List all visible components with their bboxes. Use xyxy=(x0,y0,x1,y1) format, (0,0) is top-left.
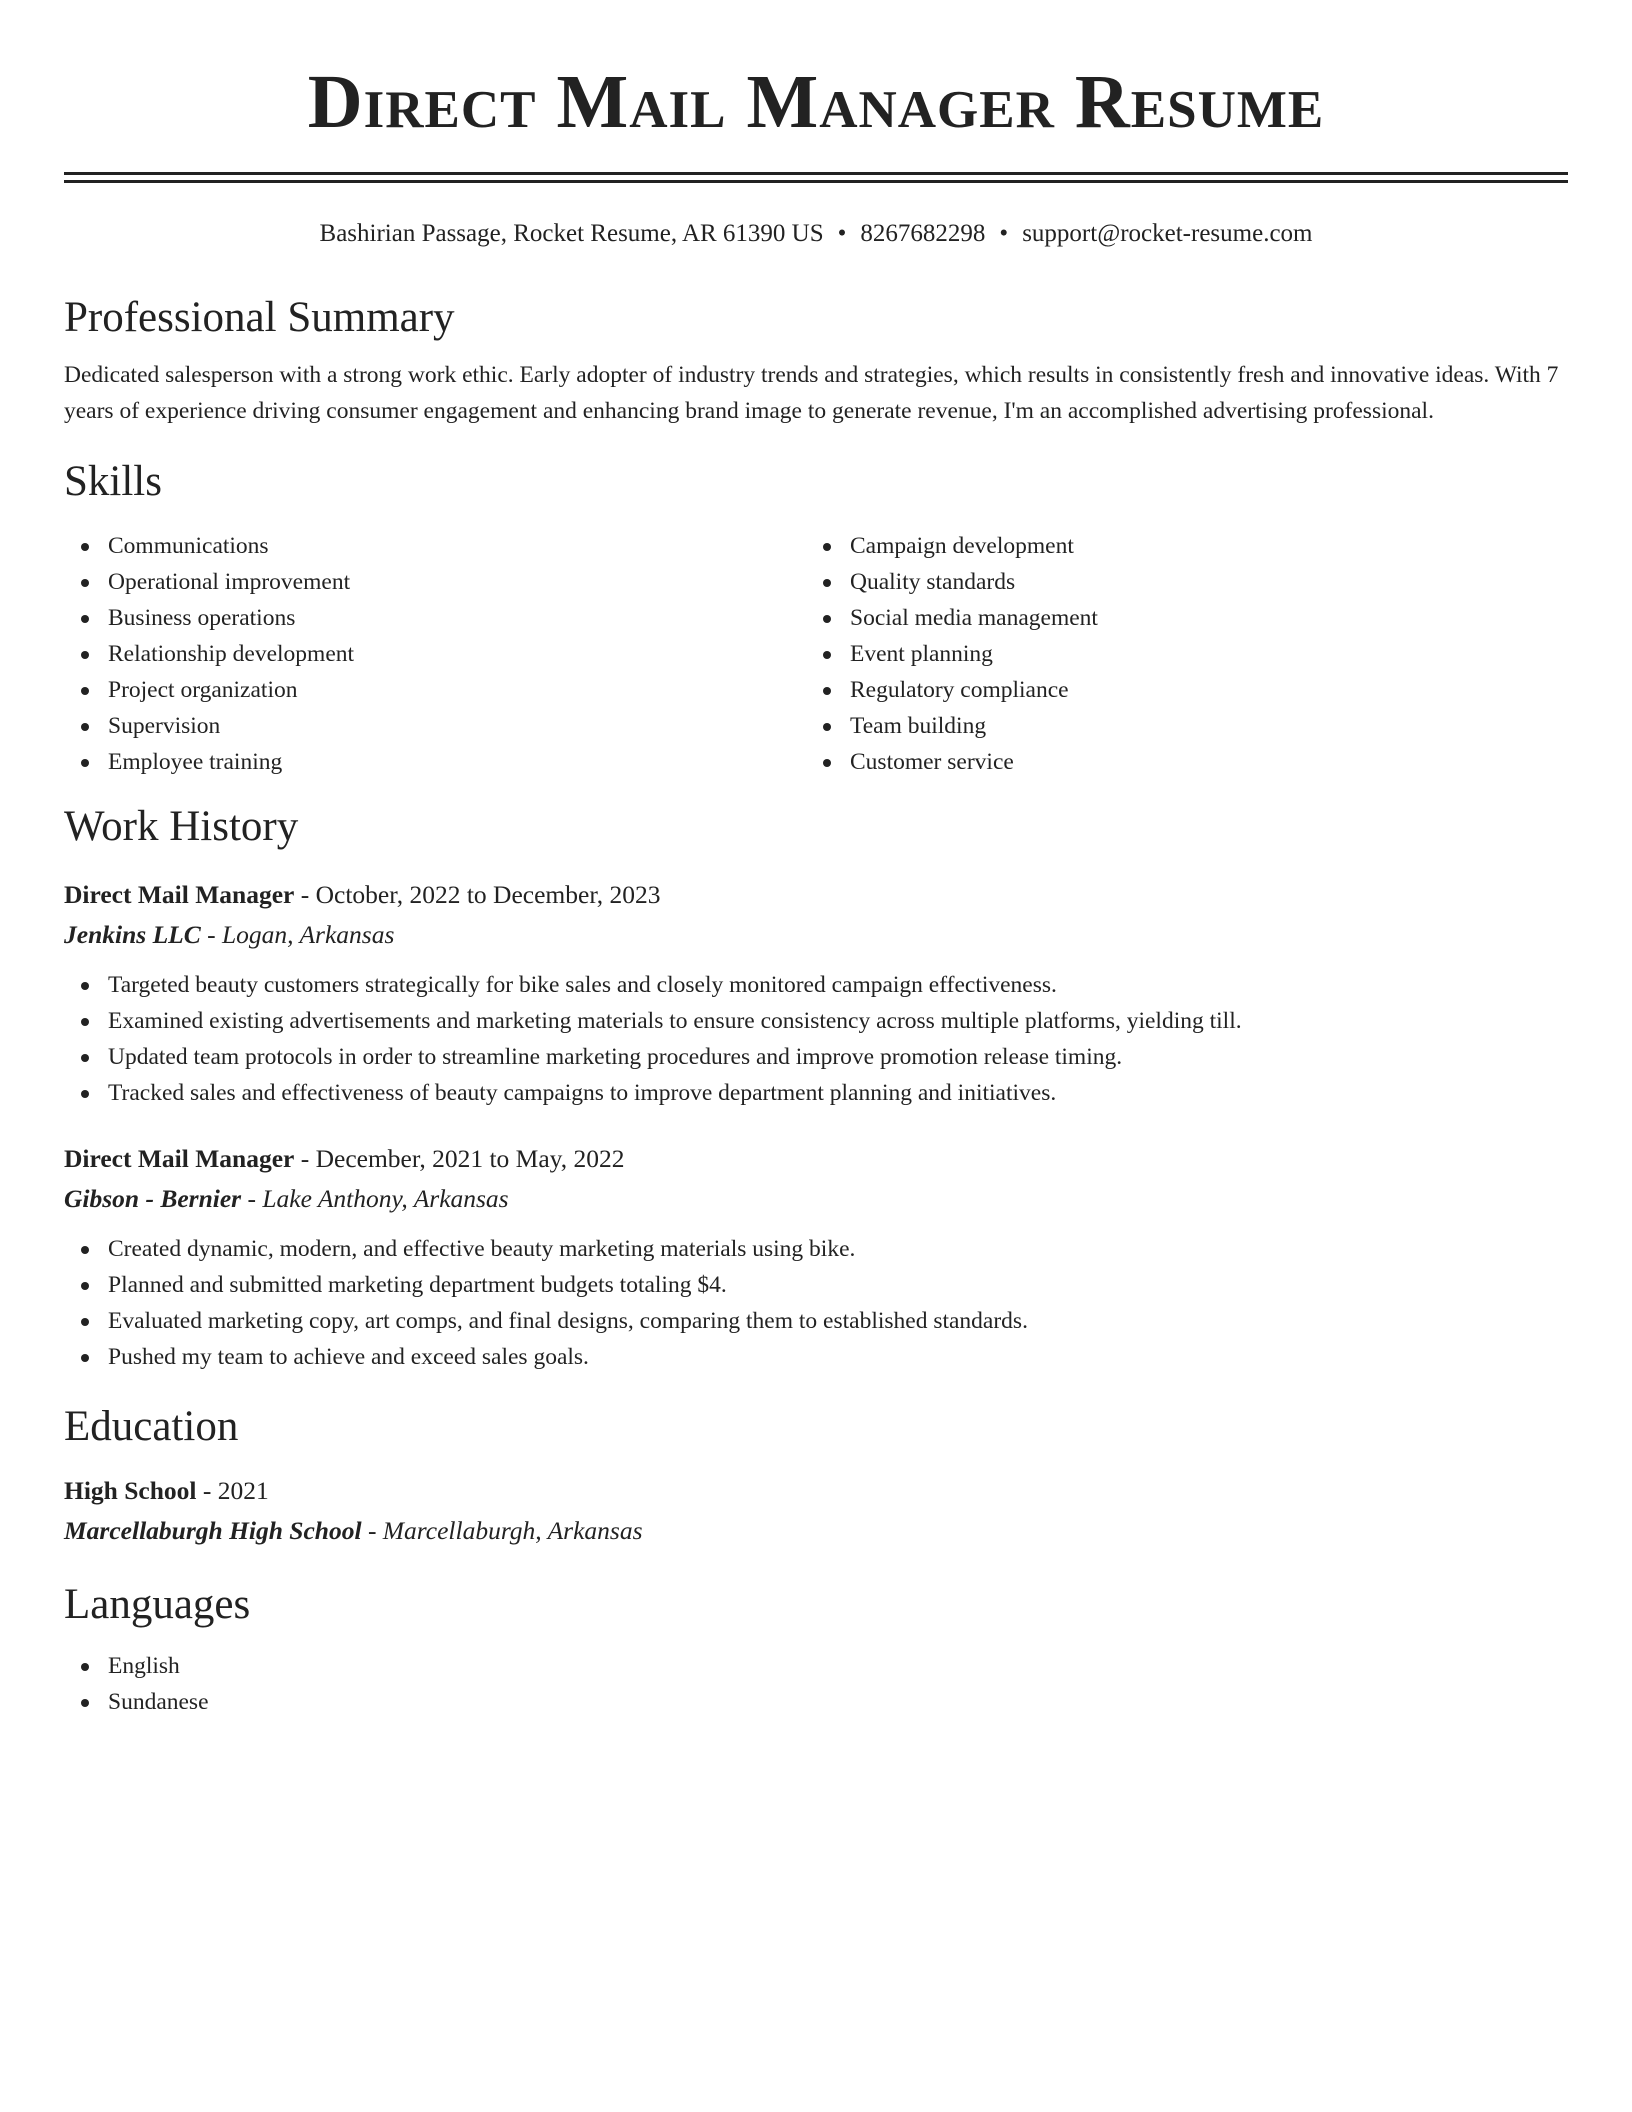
job-header xyxy=(64,875,1568,915)
job-duty-item: Examined existing advertisements and marketing materials to ensure consistency across multiple platforms, yielding till. xyxy=(64,1003,1568,1039)
contact-phone: 8267682298 xyxy=(860,220,986,247)
job-dates: - December, 2021 to May, 2022 xyxy=(294,1144,625,1173)
skill-item: Project organization xyxy=(64,672,806,708)
job-duty-item: Evaluated marketing copy, art comps, and final designs, comparing them to established standards. xyxy=(64,1303,1568,1339)
skill-item: Social media management xyxy=(806,600,1548,636)
education-degree: High School xyxy=(64,1476,197,1505)
education-entry xyxy=(64,1471,1568,1551)
skills-list-left xyxy=(64,528,806,780)
language-item: English xyxy=(64,1648,1568,1684)
job-dates: - October, 2022 to December, 2023 xyxy=(294,880,661,909)
job-duty-item: Planned and submitted marketing department budgets totaling $4. xyxy=(64,1267,1568,1303)
skill-item: Event planning xyxy=(806,636,1548,672)
job-duty-item: Updated team protocols in order to streamline marketing procedures and improve promotion release timing. xyxy=(64,1039,1568,1075)
job-location: - Logan, Arkansas xyxy=(200,920,395,949)
job-title: Direct Mail Manager xyxy=(64,1144,295,1173)
job-duties xyxy=(64,1231,1568,1375)
education-school: Marcellaburgh High School xyxy=(64,1516,362,1545)
skill-item: Quality standards xyxy=(806,564,1548,600)
job-title: Direct Mail Manager xyxy=(64,880,295,909)
skill-item: Communications xyxy=(64,528,806,564)
job-duty-item: Targeted beauty customers strategically for bike sales and closely monitored campaign effectiveness. xyxy=(64,967,1568,1003)
skill-item: Team building xyxy=(806,708,1548,744)
language-item: Sundanese xyxy=(64,1684,1568,1720)
skill-item: Customer service xyxy=(806,744,1548,780)
job-duties xyxy=(64,967,1568,1111)
contact-separator: • xyxy=(837,220,847,247)
skills-columns xyxy=(64,528,1568,780)
education-header xyxy=(64,1471,1568,1511)
skill-item: Regulatory compliance xyxy=(806,672,1548,708)
skills-heading: Skills xyxy=(64,458,162,505)
contact-line xyxy=(64,218,1568,250)
skill-item: Employee training xyxy=(64,744,806,780)
summary-text: Dedicated salesperson with a strong work ethic. Early adopter of industry trends and strategies, which results in consistently fresh and innovative ideas. With 7 years of experience driving consumer engagement and enhancing brand image to generate revenue, I'm an accomplished advertising professional. xyxy=(64,362,1559,424)
education-heading: Education xyxy=(64,1403,239,1450)
skill-item: Business operations xyxy=(64,600,806,636)
education-location: - Marcellaburgh, Arkansas xyxy=(361,1516,643,1545)
skill-item: Relationship development xyxy=(64,636,806,672)
job-location: - Lake Anthony, Arkansas xyxy=(241,1184,509,1213)
contact-address: Bashirian Passage, Rocket Resume, AR 61390 US xyxy=(319,220,824,247)
skill-item: Operational improvement xyxy=(64,564,806,600)
education-year: - 2021 xyxy=(196,1476,269,1505)
job-entry xyxy=(64,875,1568,1111)
job-company: Jenkins LLC xyxy=(64,920,201,949)
job-entry xyxy=(64,1139,1568,1375)
work-history-heading: Work History xyxy=(64,803,299,850)
education-institution xyxy=(64,1511,1568,1551)
summary-heading: Professional Summary xyxy=(64,294,455,341)
job-company: Gibson - Bernier xyxy=(64,1184,242,1213)
job-header xyxy=(64,1139,1568,1179)
job-employer xyxy=(64,915,1568,955)
job-employer xyxy=(64,1179,1568,1219)
title-double-rule xyxy=(64,172,1568,183)
skills-list-right xyxy=(806,528,1548,780)
skill-item: Campaign development xyxy=(806,528,1548,564)
languages-list xyxy=(64,1648,1568,1720)
resume-title: Direct Mail Manager Resume xyxy=(307,60,1325,144)
job-duty-item: Pushed my team to achieve and exceed sales goals. xyxy=(64,1339,1568,1375)
contact-separator: • xyxy=(999,220,1009,247)
languages-heading: Languages xyxy=(64,1581,251,1628)
job-duty-item: Created dynamic, modern, and effective beauty marketing materials using bike. xyxy=(64,1231,1568,1267)
job-duty-item: Tracked sales and effectiveness of beauty campaigns to improve department planning and initiatives. xyxy=(64,1075,1568,1111)
skill-item: Supervision xyxy=(64,708,806,744)
contact-email[interactable]: support@rocket-resume.com xyxy=(1022,220,1313,247)
